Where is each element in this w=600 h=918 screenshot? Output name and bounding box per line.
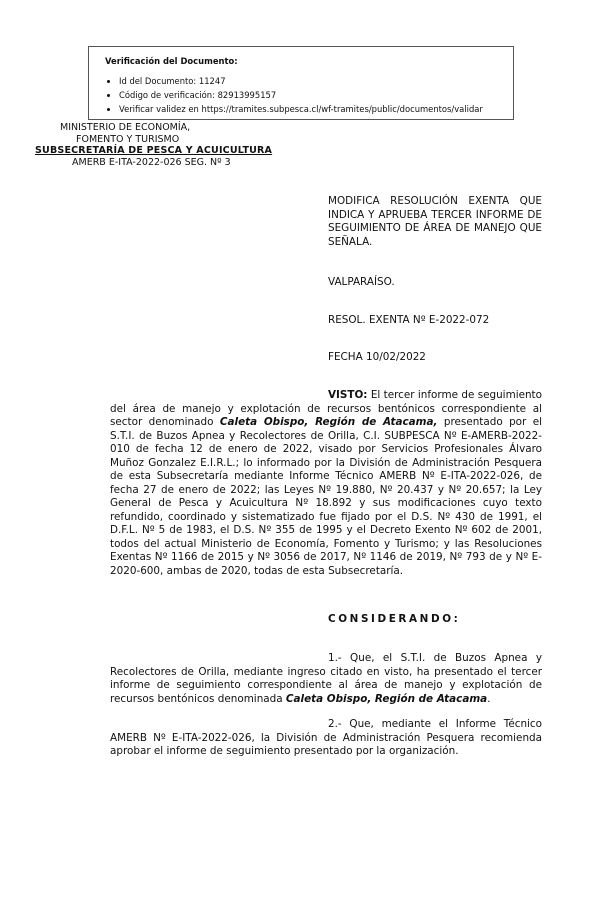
considerando-1-end: . (487, 692, 491, 705)
considerando-1-text: 1.- Que, el S.T.I. de Buzos Apnea y Recolectores de Orilla, mediante ingreso citado en visto, ha presentado el tercer informe de seguimiento correspondiente al área de manejo y explotación de recursos bentónicos denominada (110, 652, 542, 705)
visto-sector: Caleta Obispo, Región de Atacama, (219, 416, 438, 428)
verification-box (88, 46, 514, 120)
verification-list (105, 74, 503, 116)
resolution-date: FECHA 10/02/2022 (328, 351, 426, 363)
place: VALPARAÍSO. (328, 276, 395, 288)
considerando-2-text: 2.- Que, mediante el Informe Técnico AMERB Nº E-ITA-2022-026, la División de Administración Pesquera recomienda aprobar el informe de seguimiento presentado por la organización. (110, 718, 542, 757)
ministry-line2: FOMENTO Y TURISMO (76, 134, 180, 145)
reference-code: AMERB E-ITA-2022-026 SEG. Nº 3 (72, 157, 231, 168)
visto-text-2: presentado por el S.T.I. de Buzos Apnea y Recolectores de Orilla, C.I. SUBPESCA Nº E-AMERB-2022-010 de fecha 12 de enero de 2022, visado por Servicios Profesionales Álvaro Muñoz Gonzalez E.I.R.L.; lo informado por la División de Administración Pesquera de esta Subsecretaría mediante Informe Técnico AMERB Nº E-ITA-2022-026, de fecha 27 de enero de 2022; las Leyes Nº 19.880, Nº 20.437 y Nº 20.657; la Ley General de Pesca y Acuicultura Nº 18.892 y sus modificaciones cuyo texto refundido, coordinado y sistematizado fue fijado por el D.S. Nº 430 de 1991, el D.F.L. Nº 5 de 1983, el D.S. Nº 355 de 1995 y el Decreto Exento Nº 602 de 2001, todos del actual Ministerio de Economía, Fomento y Turismo; y las Resoluciones Exentas Nº 1166 de 2015 y Nº 3056 de 2017, Nº 1146 de 2019, Nº 793 de y Nº E-2020-600, ambas de 2020, todas de esta Subsecretaría. (110, 416, 542, 577)
verification-url[interactable]: • Verificar validez en https://tramites.subpesca.cl/wf-tramites/public/documentos/validar (119, 102, 503, 116)
subsecretaria-heading: SUBSECRETARÍA DE PESCA Y ACUICULTURA (35, 145, 273, 156)
resolution-subject: MODIFICA RESOLUCIÓN EXENTA QUE INDICA Y APRUEBA TERCER INFORME DE SEGUIMIENTO DE ÁREA DE MANEJO QUE SEÑALA. (328, 195, 542, 248)
verification-id: • Id del Documento: 11247 (119, 74, 503, 88)
resolution-number: RESOL. EXENTA Nº E-2022-072 (328, 314, 490, 326)
considerando-2 (110, 718, 542, 759)
ministry-line1: MINISTERIO DE ECONOMÍA, (60, 122, 191, 133)
verification-title: Verificación del Documento: (105, 56, 238, 66)
visto-label: VISTO: (328, 389, 368, 401)
visto-paragraph (110, 389, 542, 578)
considerando-1-sector: Caleta Obispo, Región de Atacama (285, 692, 488, 705)
verification-code: • Código de verificación: 82913995157 (119, 88, 503, 102)
considerando-1 (110, 652, 542, 706)
considerando-heading: CONSIDERANDO: (328, 613, 461, 625)
visto-text-1: El tercer informe de seguimiento del área de manejo y explotación de recursos bentónicos correspondiente al sector denominado (110, 389, 542, 428)
